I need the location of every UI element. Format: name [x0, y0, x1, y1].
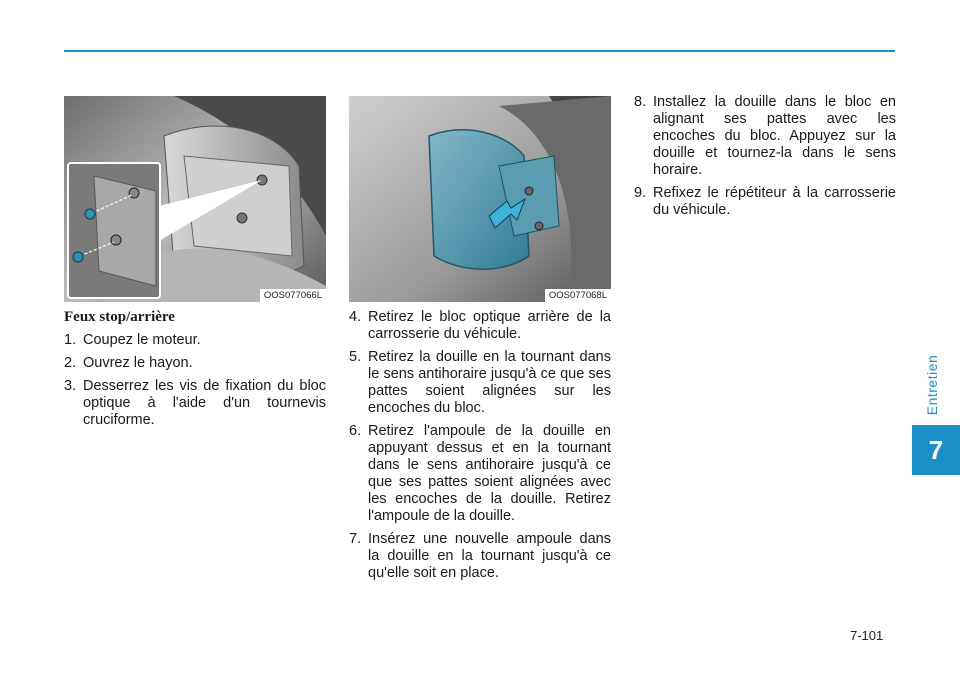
- column-3: [634, 94, 896, 225]
- step-1: 1. Coupez le moteur.: [64, 332, 201, 348]
- figure-lamp-removal: [349, 96, 611, 302]
- column-1: [64, 309, 326, 435]
- step-2: 2. Ouvrez le hayon.: [64, 355, 193, 371]
- header-rule: [64, 50, 895, 52]
- step-5: 5. Retirez la douille en la tournant dans le sens antihoraire jusqu'à ce que ses pattes soient alignées sur les encoches du bloc.: [349, 349, 611, 416]
- page-number: 7-101: [850, 628, 884, 643]
- figure-tail-lamp-screws: [64, 96, 326, 302]
- step-8: 8. Installez la douille dans le bloc en alignant ses pattes avec les encoches du bloc. Appuyez sur la douille et tournez-la dans le sens horaire.: [634, 94, 896, 178]
- steps-list: [349, 309, 611, 582]
- step-4: 4. Retirez le bloc optique arrière de la carrosserie du véhicule.: [349, 309, 611, 342]
- step-9: 9. Refixez le répétiteur à la carrosserie du véhicule.: [634, 185, 896, 218]
- section-title: Feux stop/arrière: [64, 309, 175, 325]
- chapter-side-label: Entretien: [924, 354, 940, 416]
- steps-list: [64, 332, 326, 429]
- column-2: [349, 309, 611, 588]
- figure-code: OOS077066L: [260, 289, 326, 302]
- step-6: 6. Retirez l'ampoule de la douille en appuyant dessus et en la tournant dans le sens antihoraire jusqu'à ce que ses pattes soient alignées avec les encoches de la douille. Retirez l'ampoule de la douille.: [349, 423, 611, 524]
- figure-code: OOS077068L: [545, 289, 611, 302]
- illustration-lamp-removal: [349, 96, 611, 302]
- step-7: 7. Insérez une nouvelle ampoule dans la douille en la tournant jusqu'à ce qu'elle soit en place.: [349, 531, 611, 581]
- illustration-screws: [64, 96, 326, 302]
- chapter-tab: 7: [912, 425, 960, 475]
- steps-list: [634, 94, 896, 219]
- step-3: 3. Desserrez les vis de fixation du bloc optique à l'aide d'un tournevis cruciforme.: [64, 378, 326, 428]
